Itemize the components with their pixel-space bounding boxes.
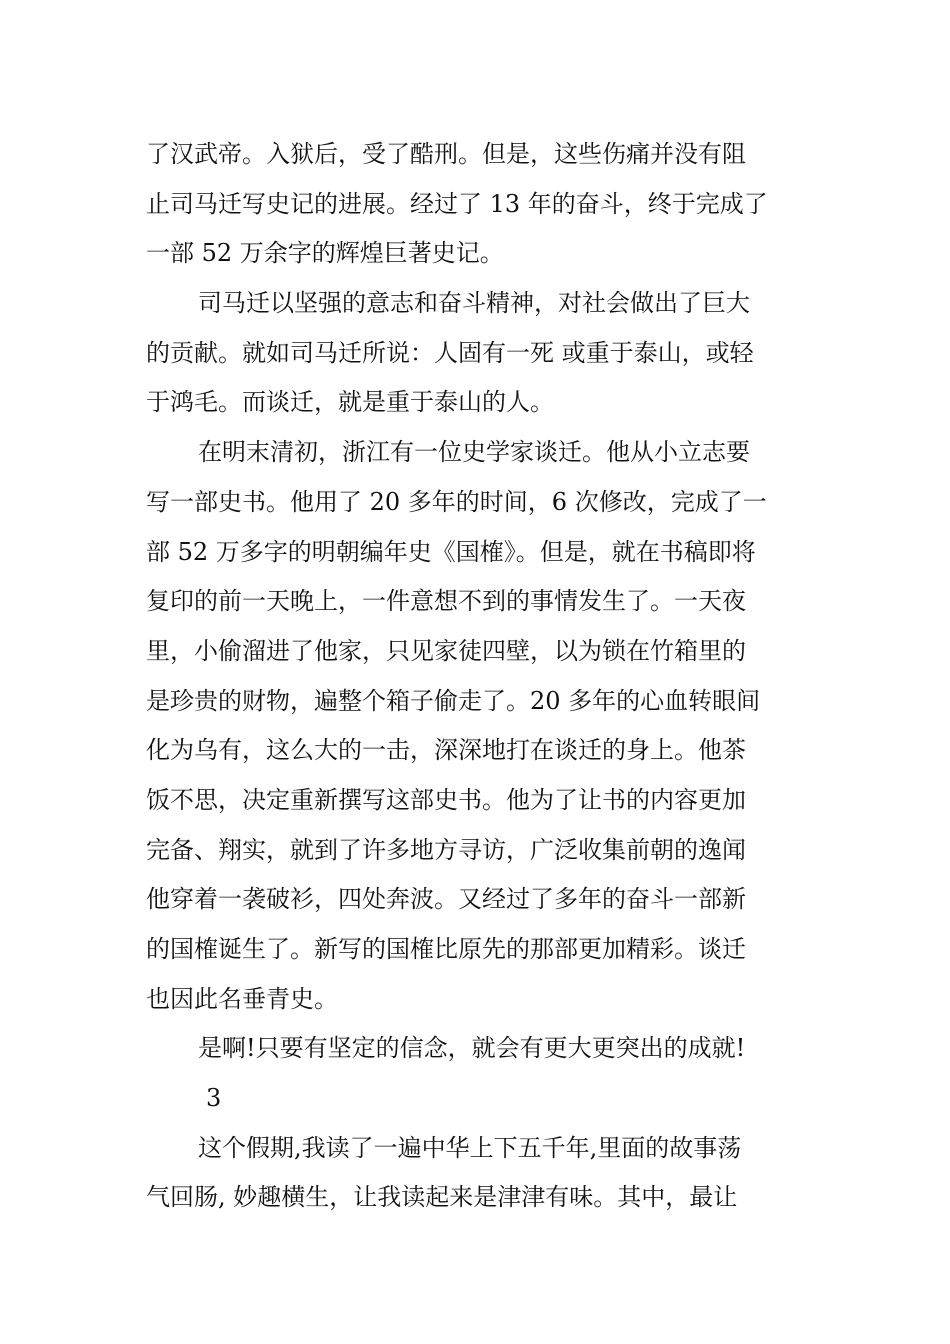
text-line: 于鸿毛。而谈迁，就是重于泰山的人。 bbox=[146, 388, 554, 417]
text-line: 饭不思，决定重新撰写这部史书。他为了让书的内容更加 bbox=[146, 785, 746, 814]
paragraph-first-line: 司马迁以坚强的意志和奋斗精神，对社会做出了巨大 bbox=[198, 289, 750, 318]
paragraph-first-line: 是啊!只要有坚定的信念，就会有更大更突出的成就! bbox=[198, 1034, 746, 1063]
text-line: 化为乌有，这么大的一击，深深地打在谈迁的身上。他茶 bbox=[146, 736, 746, 765]
text-line: 里，小偷溜进了他家，只见家徒四壁，以为锁在竹箱里的 bbox=[146, 636, 746, 665]
text-line: 的国榷诞生了。新写的国榷比原先的那部更加精彩。谈迁 bbox=[146, 935, 746, 963]
text-line: 一部 52 万余字的辉煌巨著史记。 bbox=[146, 239, 504, 268]
text-line: 是珍贵的财物，遍整个箱子偷走了。20 多年的心血转眼间 bbox=[146, 686, 761, 715]
text-line: 了汉武帝。入狱后，受了酷刑。但是，这些伤痛并没有阻 bbox=[146, 140, 746, 168]
section-number: 3 bbox=[206, 1084, 222, 1113]
text-line: 完备、翔实，就到了许多地方寻访，广泛收集前朝的逸闻 bbox=[146, 835, 746, 864]
text-line: 止司马迁写史记的进展。经过了 13 年的奋斗，终于完成了 bbox=[146, 189, 768, 218]
text-line: 他穿着一袭破衫，四处奔波。又经过了多年的奋斗一部新 bbox=[146, 885, 746, 914]
paragraph-first-line: 在明末清初，浙江有一位史学家谈迁。他从小立志要 bbox=[198, 438, 750, 467]
text-line: 的贡献。就如司马迁所说：人固有一死 或重于泰山，或轻 bbox=[146, 338, 754, 367]
text-line: 部 52 万多字的明朝编年史《国榷》。但是，就在书稿即将 bbox=[146, 537, 756, 566]
text-line: 气回肠, 妙趣横生，让我读起来是津津有味。其中，最让 bbox=[146, 1183, 738, 1212]
paragraph-first-line: 这个假期,我读了一遍中华上下五千年,里面的故事荡 bbox=[198, 1133, 742, 1162]
document-body bbox=[146, 130, 808, 1223]
text-line: 写一部史书。他用了 20 多年的时间，6 次修改，完成了一 bbox=[146, 487, 767, 516]
text-line: 也因此名垂青史。 bbox=[146, 984, 338, 1013]
text-line: 复印的前一天晚上，一件意想不到的事情发生了。一天夜 bbox=[146, 587, 746, 616]
